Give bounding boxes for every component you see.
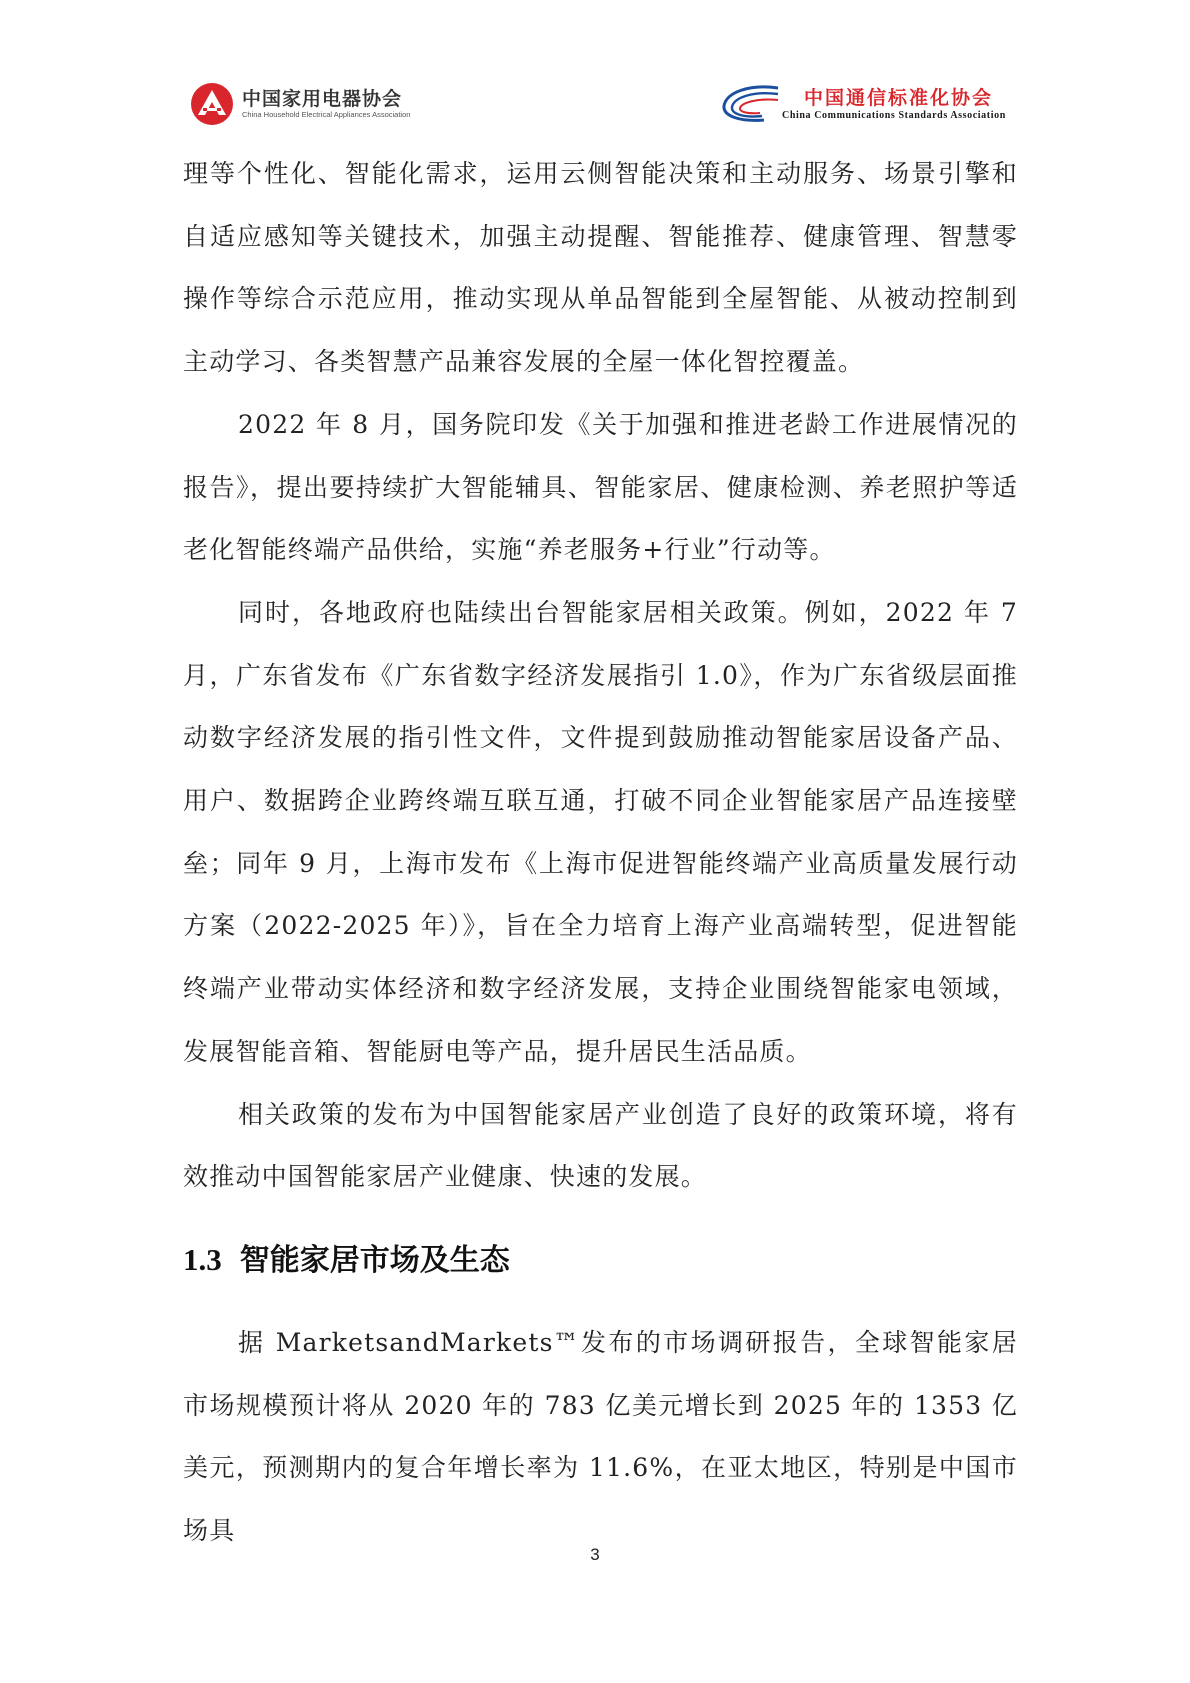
ccsa-logo: [720, 82, 1006, 126]
cheaa-name-cn: 中国家用电器协会: [242, 88, 403, 110]
paragraph: 相关政策的发布为中国智能家居产业创造了良好的政策环境，将有效推动中国智能家居产业健康、快速的发展。: [183, 1099, 1018, 1192]
paragraph: 同时，各地政府也陆续出台智能家居相关政策。例如，2022 年 7 月，广东省发布《广东省数字经济发展指引 1.0》，作为广东省级层面推动数字经济发展的指引性文件，文件提到鼓励推动智能家居设备产品、用户、数据跨企业跨终端互联互通，打破不同企业智能家居产品连接壁垒；同年 9 月，上海市发布《上海市促进智能终端产业高质量发展行动方案（2022-2025 年）》，旨在全力培育上海产业高端转型，促进智能终端产业带动实体经济和数字经济发展，支持企业围绕智能家电领域，发展智能音箱、智能厨电等产品，提升居民生活品质。: [183, 597, 1018, 1066]
cheaa-logo: [190, 82, 410, 126]
paragraph: 2022 年 8 月，国务院印发《关于加强和推进老龄工作进展情况的报告》，提出要持续扩大智能辅具、智能家居、健康检测、养老照护等适老化智能终端产品供给，实施“养老服务+行业”行动等。: [183, 409, 1018, 565]
cheaa-name-en: China Household Electrical Appliances Association: [242, 110, 411, 119]
document-body: [183, 143, 1018, 1563]
section-number: 1.3: [183, 1241, 222, 1277]
section-title: 智能家居市场及生态: [239, 1242, 510, 1278]
ccsa-swoosh-icon: [720, 82, 780, 126]
page-header: [0, 0, 1190, 150]
paragraph: 理等个性化、智能化需求，运用云侧智能决策和主动服务、场景引擎和自适应感知等关键技术，加强主动提醒、智能推荐、健康管理、智慧零操作等综合示范应用，推动实现从单品智能到全屋智能、从被动控制到主动学习、各类智慧产品兼容发展的全屋一体化智控覆盖。: [183, 159, 1018, 377]
cheaa-emblem-icon: [190, 82, 234, 126]
paragraph: 据 MarketsandMarkets™发布的市场调研报告，全球智能家居市场规模预计将从 2020 年的 783 亿美元增长到 2025 年的 1353 亿美元，预测期内的复合年增长率为 11.6%，在亚太地区，特别是中国市场具: [183, 1327, 1018, 1546]
section-heading: [183, 1215, 1018, 1306]
page-number: 3: [590, 1545, 600, 1564]
ccsa-name-cn: 中国通信标准化协会: [804, 87, 994, 109]
ccsa-name-en: China Communications Standards Association: [782, 110, 1006, 121]
